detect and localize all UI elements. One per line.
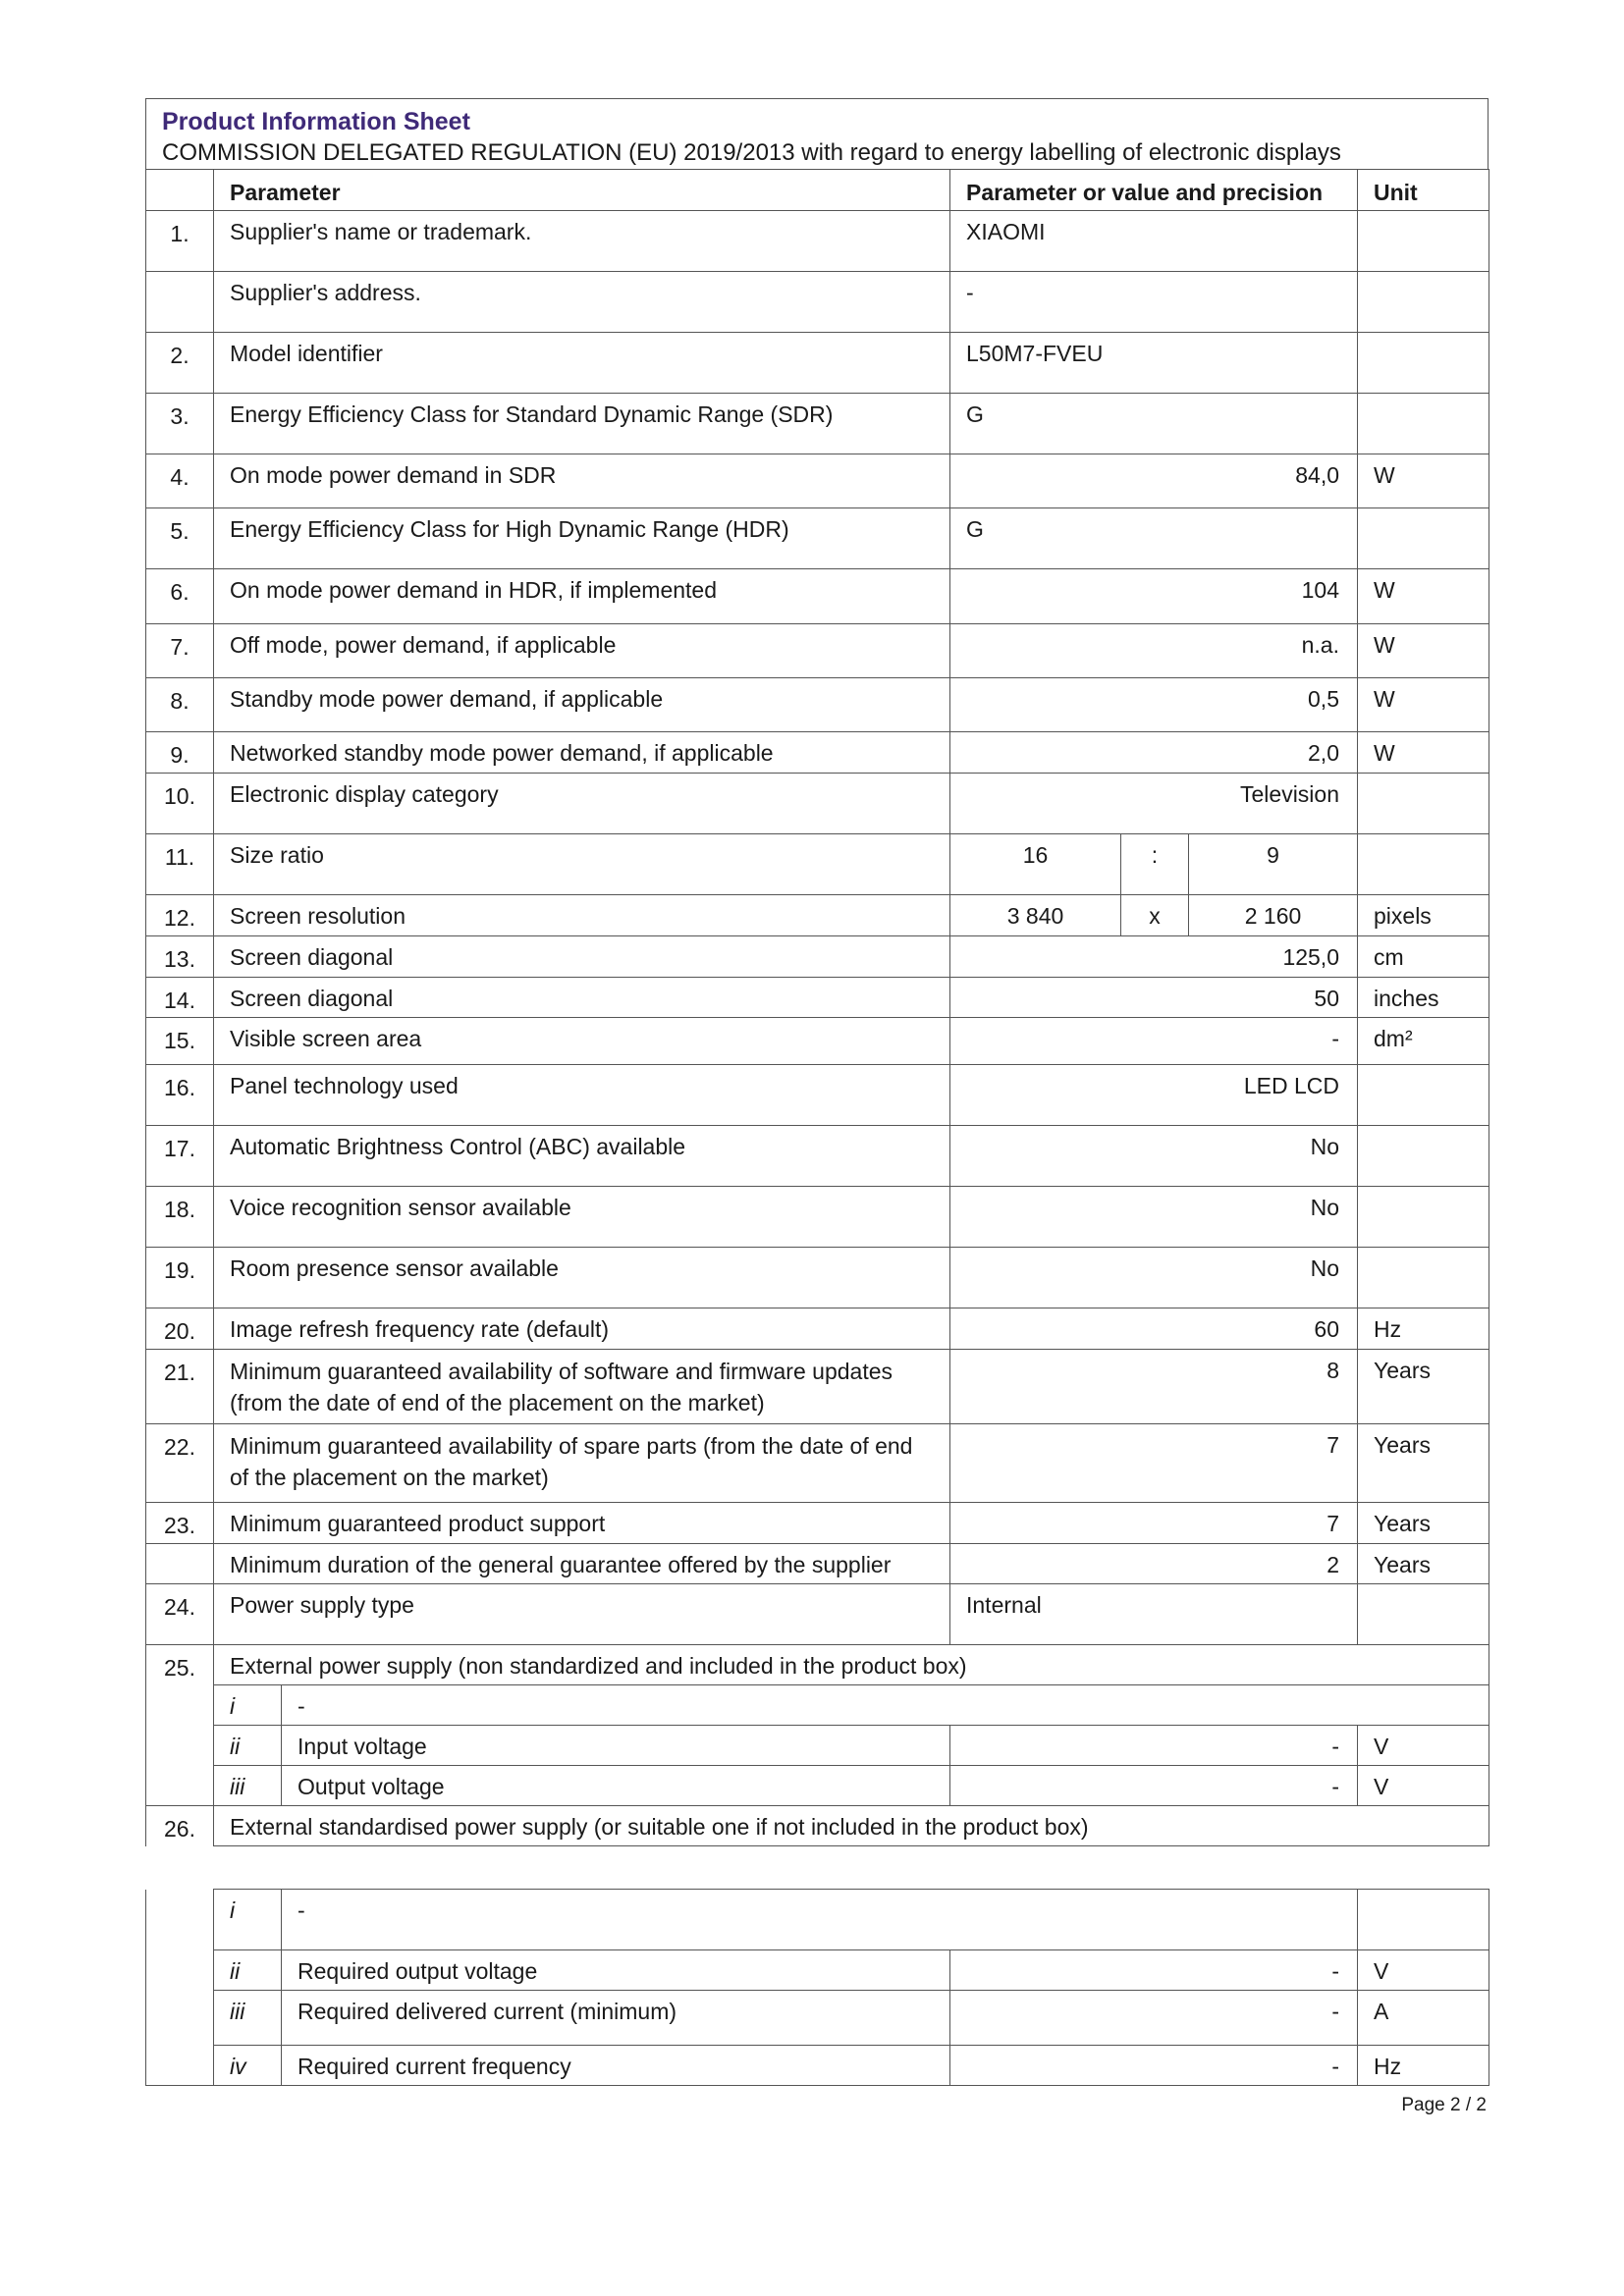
row-parameter-line: of the placement on the market) — [230, 1465, 549, 1490]
row-number: 13. — [146, 936, 214, 978]
table-row — [146, 1308, 1489, 1350]
row-value: - — [950, 2046, 1358, 2086]
row-value: LED LCD — [950, 1065, 1358, 1126]
table-row — [146, 678, 1489, 732]
row-number: 23. — [146, 1503, 214, 1544]
table-row — [146, 1424, 1489, 1503]
row-parameter-line: Minimum guaranteed availability of spare parts (from the date of end — [230, 1433, 913, 1459]
row-unit: W — [1358, 624, 1489, 678]
table-row — [146, 454, 1489, 508]
table-row — [146, 1065, 1489, 1126]
row-unit: W — [1358, 569, 1489, 624]
sub-item-marker: iii — [214, 1766, 282, 1806]
row-number: 9. — [146, 732, 214, 774]
table-row — [146, 834, 1489, 895]
row-parameter: Power supply type — [214, 1584, 950, 1645]
table-row — [146, 1890, 1489, 1950]
row-parameter: Panel technology used — [214, 1065, 950, 1126]
row-number: 5. — [146, 508, 214, 569]
row-value: - — [950, 1950, 1358, 1991]
row-unit: W — [1358, 732, 1489, 774]
row-number: 1. — [146, 211, 214, 272]
row-value: - — [950, 1726, 1358, 1766]
row-number: 12. — [146, 895, 214, 936]
table-row — [146, 978, 1489, 1018]
sub-item-marker: ii — [214, 1726, 282, 1766]
ratio-width: 16 — [950, 834, 1121, 895]
row-unit — [1358, 834, 1489, 895]
row-number: 10. — [146, 774, 214, 834]
row-number — [146, 272, 214, 333]
resolution-width: 3 840 — [950, 895, 1121, 936]
row-unit — [1358, 394, 1489, 454]
table-row — [146, 1766, 1489, 1806]
row-value: - — [950, 1018, 1358, 1065]
row-number: 15. — [146, 1018, 214, 1065]
row-parameter: Model identifier — [214, 333, 950, 394]
row-value: Television — [950, 774, 1358, 834]
table-row — [146, 1248, 1489, 1308]
row-value: No — [950, 1126, 1358, 1187]
row-value: - — [950, 272, 1358, 333]
table-row — [146, 2046, 1489, 2086]
row-value: 2 — [950, 1544, 1358, 1584]
parameter-table — [145, 169, 1489, 2086]
table-row — [146, 624, 1489, 678]
row-number: 2. — [146, 333, 214, 394]
table-row — [146, 732, 1489, 774]
row-number: 14. — [146, 978, 214, 1018]
row-parameter: Visible screen area — [214, 1018, 950, 1065]
ratio-height: 9 — [1189, 834, 1358, 895]
row-unit: Years — [1358, 1424, 1489, 1503]
row-parameter: Screen resolution — [214, 895, 950, 936]
table-row — [146, 211, 1489, 272]
row-parameter: Input voltage — [282, 1726, 950, 1766]
row-parameter: Screen diagonal — [214, 978, 950, 1018]
row-number: 22. — [146, 1424, 214, 1503]
resolution-height: 2 160 — [1189, 895, 1358, 936]
row-number: 24. — [146, 1584, 214, 1645]
row-unit — [1358, 774, 1489, 834]
row-unit — [1358, 1890, 1489, 1950]
page-number: Page 2 / 2 — [1401, 2095, 1487, 2115]
row-value: 2,0 — [950, 732, 1358, 774]
unit-column-header: Unit — [1358, 170, 1489, 211]
row-parameter: External standardised power supply (or suitable one if not included in the product box) — [214, 1806, 1489, 1846]
regulation-reference: COMMISSION DELEGATED REGULATION (EU) 2019/2013 with regard to energy labelling of electronic displays — [162, 139, 1341, 166]
table-row — [146, 1018, 1489, 1065]
table-row — [146, 272, 1489, 333]
row-unit: V — [1358, 1766, 1489, 1806]
row-unit — [1358, 333, 1489, 394]
row-number: 8. — [146, 678, 214, 732]
row-number: 11. — [146, 834, 214, 895]
row-unit — [1358, 1584, 1489, 1645]
row-parameter: Supplier's address. — [214, 272, 950, 333]
row-parameter: Required current frequency — [282, 2046, 950, 2086]
sub-item-marker: i — [214, 1890, 282, 1950]
number-column-header — [146, 170, 214, 211]
table-row — [146, 1991, 1489, 2046]
sheet-header — [145, 98, 1489, 169]
row-unit: Hz — [1358, 2046, 1489, 2086]
row-number: 18. — [146, 1187, 214, 1248]
row-parameter: Required output voltage — [282, 1950, 950, 1991]
row-number-continued — [146, 1890, 214, 2086]
table-row — [146, 333, 1489, 394]
row-unit: inches — [1358, 978, 1489, 1018]
resolution-separator: x — [1121, 895, 1189, 936]
row-unit: Hz — [1358, 1308, 1489, 1350]
row-value: No — [950, 1248, 1358, 1308]
row-parameter: Minimum guaranteed product support — [214, 1503, 950, 1544]
row-parameter: Minimum duration of the general guarantee offered by the supplier — [214, 1544, 950, 1584]
row-unit: V — [1358, 1726, 1489, 1766]
row-parameter: On mode power demand in HDR, if implemented — [214, 569, 950, 624]
ratio-separator: : — [1121, 834, 1189, 895]
row-unit — [1358, 1248, 1489, 1308]
row-parameter: - — [282, 1890, 1358, 1950]
table-row — [146, 936, 1489, 978]
table-row — [146, 1726, 1489, 1766]
row-parameter — [214, 1424, 950, 1503]
row-parameter-line: (from the date of end of the placement on the market) — [230, 1390, 765, 1415]
table-row — [146, 895, 1489, 936]
product-information-sheet — [145, 98, 1489, 2086]
row-value: 60 — [950, 1308, 1358, 1350]
gap-cell — [214, 1846, 1489, 1890]
row-parameter: Room presence sensor available — [214, 1248, 950, 1308]
row-number: 21. — [146, 1350, 214, 1424]
table-row — [146, 394, 1489, 454]
row-value: 7 — [950, 1503, 1358, 1544]
table-row — [146, 1806, 1489, 1846]
row-value: n.a. — [950, 624, 1358, 678]
row-value: 7 — [950, 1424, 1358, 1503]
row-unit — [1358, 1126, 1489, 1187]
row-parameter: Supplier's name or trademark. — [214, 211, 950, 272]
table-row — [146, 1350, 1489, 1424]
row-value: 0,5 — [950, 678, 1358, 732]
row-unit: pixels — [1358, 895, 1489, 936]
row-value: - — [950, 1991, 1358, 2046]
table-row — [146, 1126, 1489, 1187]
row-value: L50M7-FVEU — [950, 333, 1358, 394]
table-row — [146, 1584, 1489, 1645]
page-break-gap — [146, 1846, 1489, 1890]
row-value: Internal — [950, 1584, 1358, 1645]
table-row — [146, 1645, 1489, 1685]
table-row — [146, 569, 1489, 624]
row-unit: Years — [1358, 1503, 1489, 1544]
table-row — [146, 508, 1489, 569]
row-parameter: Electronic display category — [214, 774, 950, 834]
row-parameter: External power supply (non standardized and included in the product box) — [214, 1645, 1489, 1685]
sub-item-marker: i — [214, 1685, 282, 1726]
row-value: XIAOMI — [950, 211, 1358, 272]
row-number: 17. — [146, 1126, 214, 1187]
row-parameter: On mode power demand in SDR — [214, 454, 950, 508]
row-unit — [1358, 211, 1489, 272]
row-parameter-line: Minimum guaranteed availability of software and firmware updates — [230, 1359, 893, 1384]
row-value: G — [950, 394, 1358, 454]
parameter-column-header: Parameter — [214, 170, 950, 211]
row-parameter: Standby mode power demand, if applicable — [214, 678, 950, 732]
row-parameter: Automatic Brightness Control (ABC) available — [214, 1126, 950, 1187]
row-parameter: - — [282, 1685, 1489, 1726]
row-value: 125,0 — [950, 936, 1358, 978]
row-value: 8 — [950, 1350, 1358, 1424]
row-value: No — [950, 1187, 1358, 1248]
row-number: 3. — [146, 394, 214, 454]
row-unit: cm — [1358, 936, 1489, 978]
row-parameter: Off mode, power demand, if applicable — [214, 624, 950, 678]
sub-item-marker: iii — [214, 1991, 282, 2046]
row-number: 16. — [146, 1065, 214, 1126]
row-unit: Years — [1358, 1350, 1489, 1424]
row-number: 6. — [146, 569, 214, 624]
sub-item-marker: iv — [214, 2046, 282, 2086]
row-number: 19. — [146, 1248, 214, 1308]
table-row — [146, 1187, 1489, 1248]
table-row — [146, 1950, 1489, 1991]
row-parameter: Voice recognition sensor available — [214, 1187, 950, 1248]
sheet-title: Product Information Sheet — [162, 108, 470, 135]
row-parameter: Energy Efficiency Class for High Dynamic Range (HDR) — [214, 508, 950, 569]
row-parameter: Screen diagonal — [214, 936, 950, 978]
row-parameter: Image refresh frequency rate (default) — [214, 1308, 950, 1350]
row-parameter: Energy Efficiency Class for Standard Dynamic Range (SDR) — [214, 394, 950, 454]
row-parameter: Networked standby mode power demand, if applicable — [214, 732, 950, 774]
row-unit — [1358, 1065, 1489, 1126]
row-parameter: Required delivered current (minimum) — [282, 1991, 950, 2046]
table-header-row — [146, 170, 1489, 211]
gap-cell — [146, 1846, 214, 1890]
row-number: 20. — [146, 1308, 214, 1350]
table-row — [146, 1503, 1489, 1544]
value-column-header: Parameter or value and precision — [950, 170, 1358, 211]
row-value: 84,0 — [950, 454, 1358, 508]
row-value: G — [950, 508, 1358, 569]
row-number: 7. — [146, 624, 214, 678]
row-unit: dm² — [1358, 1018, 1489, 1065]
row-unit — [1358, 508, 1489, 569]
row-unit: W — [1358, 454, 1489, 508]
row-parameter: Output voltage — [282, 1766, 950, 1806]
row-number: 4. — [146, 454, 214, 508]
row-number: 26. — [146, 1806, 214, 1846]
row-value: 104 — [950, 569, 1358, 624]
row-unit: V — [1358, 1950, 1489, 1991]
table-row — [146, 1685, 1489, 1726]
sub-item-marker: ii — [214, 1950, 282, 1991]
row-unit: A — [1358, 1991, 1489, 2046]
row-value: 50 — [950, 978, 1358, 1018]
table-row — [146, 1544, 1489, 1584]
row-number — [146, 1544, 214, 1584]
row-unit — [1358, 272, 1489, 333]
row-parameter: Size ratio — [214, 834, 950, 895]
row-unit — [1358, 1187, 1489, 1248]
row-unit: Years — [1358, 1544, 1489, 1584]
row-number: 25. — [146, 1645, 214, 1806]
row-unit: W — [1358, 678, 1489, 732]
table-row — [146, 774, 1489, 834]
row-parameter — [214, 1350, 950, 1424]
row-value: - — [950, 1766, 1358, 1806]
